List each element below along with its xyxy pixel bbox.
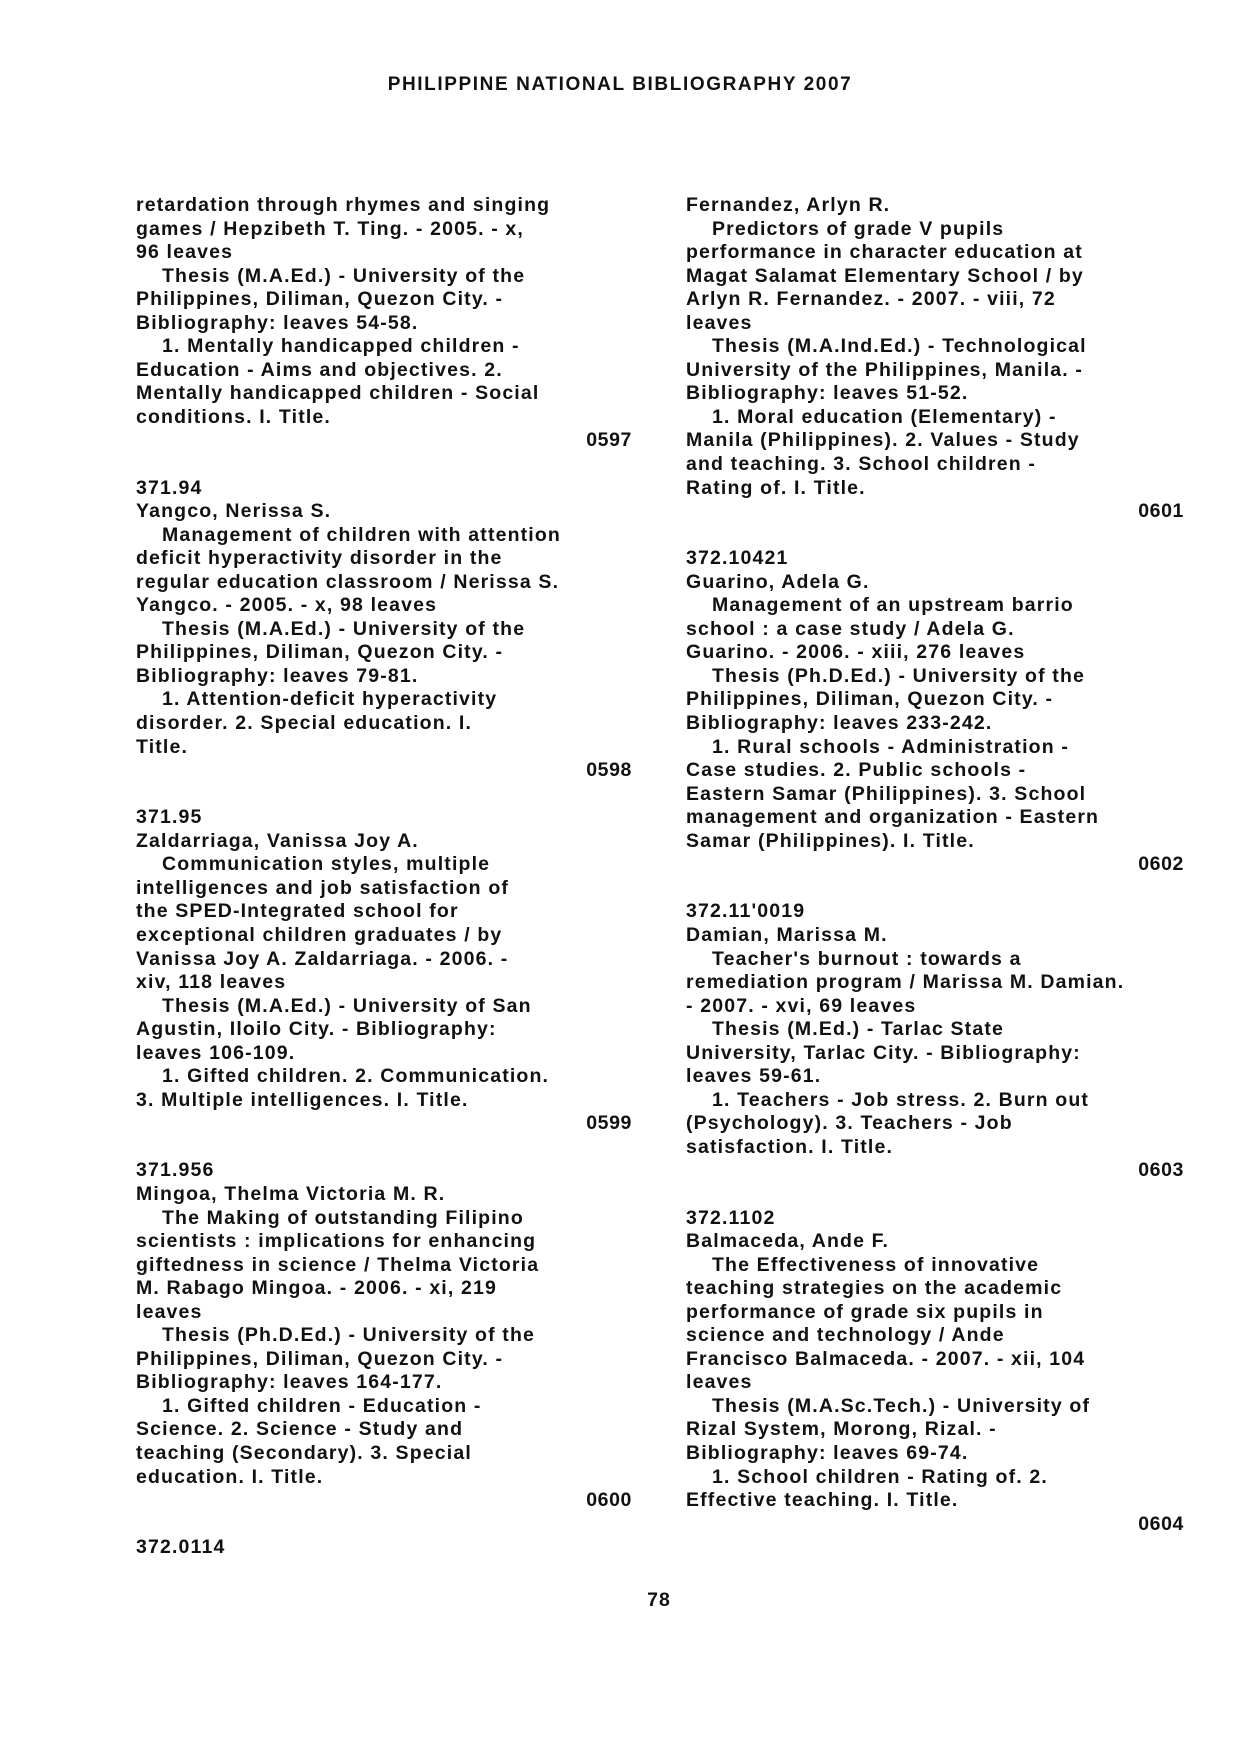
subject-headings: and teaching. 3. School children - <box>686 453 1037 476</box>
title-statement: leaves <box>686 1371 753 1394</box>
subject-headings: 1. Teachers - Job stress. 2. Burn out <box>712 1088 1090 1111</box>
subject-headings: disorder. 2. Special education. I. <box>136 712 473 735</box>
bibliography-entry-0597 <box>136 194 632 453</box>
classmark: 371.95 <box>136 806 203 829</box>
subject-headings: 3. Multiple intelligences. I. Title. <box>136 1088 469 1111</box>
thesis-note: Thesis (M.A.Ed.) - University of San <box>162 994 532 1017</box>
title-statement: Teacher's burnout : towards a <box>712 947 1022 970</box>
page-number: 78 <box>647 1589 671 1611</box>
entry-number: 0601 <box>1138 500 1184 523</box>
subject-headings: management and organization - Eastern <box>686 806 1100 829</box>
bibliography-note: Bibliography: leaves 164-177. <box>136 1371 443 1394</box>
subject-headings: 1. Moral education (Elementary) - <box>712 405 1057 428</box>
author: Fernandez, Arlyn R. <box>686 194 891 216</box>
subject-headings: Effective teaching. I. Title. <box>686 1489 959 1512</box>
thesis-note: Agustin, Iloilo City. - Bibliography: <box>136 1018 497 1041</box>
subject-headings: 1. School children - Rating of. 2. <box>712 1465 1048 1488</box>
subject-headings: Samar (Philippines). I. Title. <box>686 829 975 852</box>
thesis-note: University, Tarlac City. - Bibliography: <box>686 1041 1081 1064</box>
thesis-note: Thesis (M.A.Ind.Ed.) - Technological <box>712 335 1087 358</box>
title-statement: Management of an upstream barrio <box>712 594 1074 617</box>
title-statement: Predictors of grade V pupils <box>712 217 1005 240</box>
subject-headings: education. I. Title. <box>136 1465 324 1488</box>
entry-number: 0599 <box>586 1112 632 1135</box>
bibliography-entry-0598 <box>136 477 632 783</box>
thesis-note: Thesis (M.A.Ed.) - University of the <box>162 617 526 640</box>
bibliography-entry-0599 <box>136 806 632 1136</box>
title-statement: Communication styles, multiple <box>162 853 491 876</box>
subject-headings: 1. Rural schools - Administration - <box>712 735 1069 758</box>
title-statement: The Effectiveness of innovative <box>712 1253 1040 1276</box>
bibliography-entry-0602 <box>686 547 1184 877</box>
title-statement: Francisco Balmaceda. - 2007. - xii, 104 <box>686 1347 1086 1370</box>
title-statement: deficit hyperactivity disorder in the <box>136 547 503 570</box>
bibliography-note: Bibliography: leaves 54-58. <box>136 311 419 334</box>
subject-headings: (Psychology). 3. Teachers - Job <box>686 1112 1013 1135</box>
bibliography-note: leaves 106-109. <box>136 1041 296 1064</box>
thesis-note: Rizal System, Morong, Rizal. - <box>686 1418 997 1441</box>
subject-headings: Title. <box>136 735 189 758</box>
title-statement: Vanissa Joy A. Zaldarriaga. - 2006. - <box>136 947 509 970</box>
subject-headings: satisfaction. I. Title. <box>686 1135 894 1158</box>
right-column <box>686 194 1184 1536</box>
title-statement: - 2007. - xvi, 69 leaves <box>686 994 917 1017</box>
title-statement: scientists : implications for enhancing <box>136 1230 537 1253</box>
entry-number: 0600 <box>586 1489 632 1512</box>
entry-text-line: 96 leaves <box>136 241 234 264</box>
bibliography-note: Bibliography: leaves 51-52. <box>686 382 969 405</box>
title-statement: the SPED-Integrated school for <box>136 900 459 923</box>
entry-text-line: games / Hepzibeth T. Ting. - 2005. - x, <box>136 217 524 240</box>
subject-headings: Manila (Philippines). 2. Values - Study <box>686 429 1080 452</box>
title-statement: science and technology / Ande <box>686 1324 1005 1347</box>
thesis-note: Philippines, Diliman, Quezon City. - <box>136 288 504 311</box>
title-statement: leaves <box>136 1300 203 1323</box>
author: Mingoa, Thelma Victoria M. R. <box>136 1182 446 1205</box>
title-statement: Yangco. - 2005. - x, 98 leaves <box>136 594 438 617</box>
entry-number: 0602 <box>1138 853 1184 876</box>
subject-headings: 1. Gifted children. 2. Communication. <box>162 1065 550 1088</box>
author: Damian, Marissa M. <box>686 923 888 946</box>
title-statement: regular education classroom / Nerissa S. <box>136 570 560 593</box>
thesis-note: Thesis (M.A.Ed.) - University of the <box>162 264 526 287</box>
thesis-note: Thesis (Ph.D.Ed.) - University of the <box>712 664 1086 687</box>
thesis-note: University of the Philippines, Manila. - <box>686 358 1084 381</box>
thesis-note: Thesis (M.Ed.) - Tarlac State <box>712 1018 1004 1041</box>
classmark: 372.10421 <box>686 547 789 570</box>
title-statement: leaves <box>686 311 753 334</box>
title-statement: teaching strategies on the academic <box>686 1277 1063 1300</box>
thesis-note: Philippines, Diliman, Quezon City. - <box>686 688 1054 711</box>
entry-number: 0597 <box>586 429 632 452</box>
subject-headings: Eastern Samar (Philippines). 3. School <box>686 782 1087 805</box>
title-statement: giftedness in science / Thelma Victoria <box>136 1253 540 1276</box>
page-title: PHILIPPINE NATIONAL BIBLIOGRAPHY 2007 <box>387 74 853 95</box>
thesis-note: Philippines, Diliman, Quezon City. - <box>136 1347 504 1370</box>
title-statement: Magat Salamat Elementary School / by <box>686 264 1084 287</box>
bibliography-note: leaves 59-61. <box>686 1065 822 1088</box>
thesis-note: Philippines, Diliman, Quezon City. - <box>136 641 504 664</box>
classmark: 372.1102 <box>686 1206 776 1229</box>
subject-headings: teaching (Secondary). 3. Special <box>136 1441 472 1464</box>
title-statement: xiv, 118 leaves <box>136 971 287 994</box>
thesis-note: Thesis (Ph.D.Ed.) - University of the <box>162 1324 536 1347</box>
bibliography-note: Bibliography: leaves 69-74. <box>686 1441 969 1464</box>
entry-number: 0598 <box>586 759 632 782</box>
entry-number: 0604 <box>1138 1512 1184 1535</box>
title-statement: Management of children with attention <box>162 523 561 546</box>
title-statement: performance in character education at <box>686 241 1083 264</box>
subject-headings: Rating of. I. Title. <box>686 476 866 499</box>
bibliography-entry-0601 <box>686 194 1184 524</box>
subject-headings: 1. Attention-deficit hyperactivity <box>162 688 498 711</box>
title-statement: performance of grade six pupils in <box>686 1300 1044 1323</box>
subject-headings: conditions. I. Title. <box>136 405 331 428</box>
classmark: 371.956 <box>136 1159 215 1182</box>
author: Yangco, Nerissa S. <box>136 500 332 523</box>
title-statement: The Making of outstanding Filipino <box>162 1206 524 1229</box>
left-column <box>136 194 632 1560</box>
title-statement: remediation program / Marissa M. Damian. <box>686 971 1125 994</box>
title-statement: school : a case study / Adela G. <box>686 617 1015 640</box>
subject-headings: Education - Aims and objectives. 2. <box>136 358 503 381</box>
entry-text-line: retardation through rhymes and singing <box>136 194 551 216</box>
entry-number: 0603 <box>1138 1159 1184 1182</box>
subject-headings: 1. Gifted children - Education - <box>162 1394 482 1417</box>
subject-headings: 1. Mentally handicapped children - <box>162 335 520 358</box>
bibliography-entry-0600 <box>136 1159 632 1512</box>
title-statement: exceptional children graduates / by <box>136 923 503 946</box>
subject-headings: Science. 2. Science - Study and <box>136 1418 464 1441</box>
thesis-note: Thesis (M.A.Sc.Tech.) - University of <box>712 1394 1091 1417</box>
title-statement: Arlyn R. Fernandez. - 2007. - viii, 72 <box>686 288 1056 311</box>
bibliography-note: Bibliography: leaves 233-242. <box>686 712 993 735</box>
author: Zaldarriaga, Vanissa Joy A. <box>136 829 419 852</box>
bibliography-note: Bibliography: leaves 79-81. <box>136 664 419 687</box>
bibliography-entry-0603 <box>686 900 1184 1183</box>
bibliography-entry-0604 <box>686 1207 1184 1537</box>
classmark: 372.0114 <box>136 1536 226 1559</box>
subject-headings: Case studies. 2. Public schools - <box>686 759 1027 782</box>
bibliography-entry-continued <box>136 1536 632 1560</box>
title-statement: M. Rabago Mingoa. - 2006. - xi, 219 <box>136 1277 498 1300</box>
classmark: 372.11'0019 <box>686 900 806 923</box>
author: Guarino, Adela G. <box>686 570 870 593</box>
title-statement: intelligences and job satisfaction of <box>136 876 510 899</box>
author: Balmaceda, Ande F. <box>686 1230 890 1253</box>
classmark: 371.94 <box>136 476 203 499</box>
subject-headings: Mentally handicapped children - Social <box>136 382 540 405</box>
title-statement: Guarino. - 2006. - xiii, 276 leaves <box>686 641 1026 664</box>
